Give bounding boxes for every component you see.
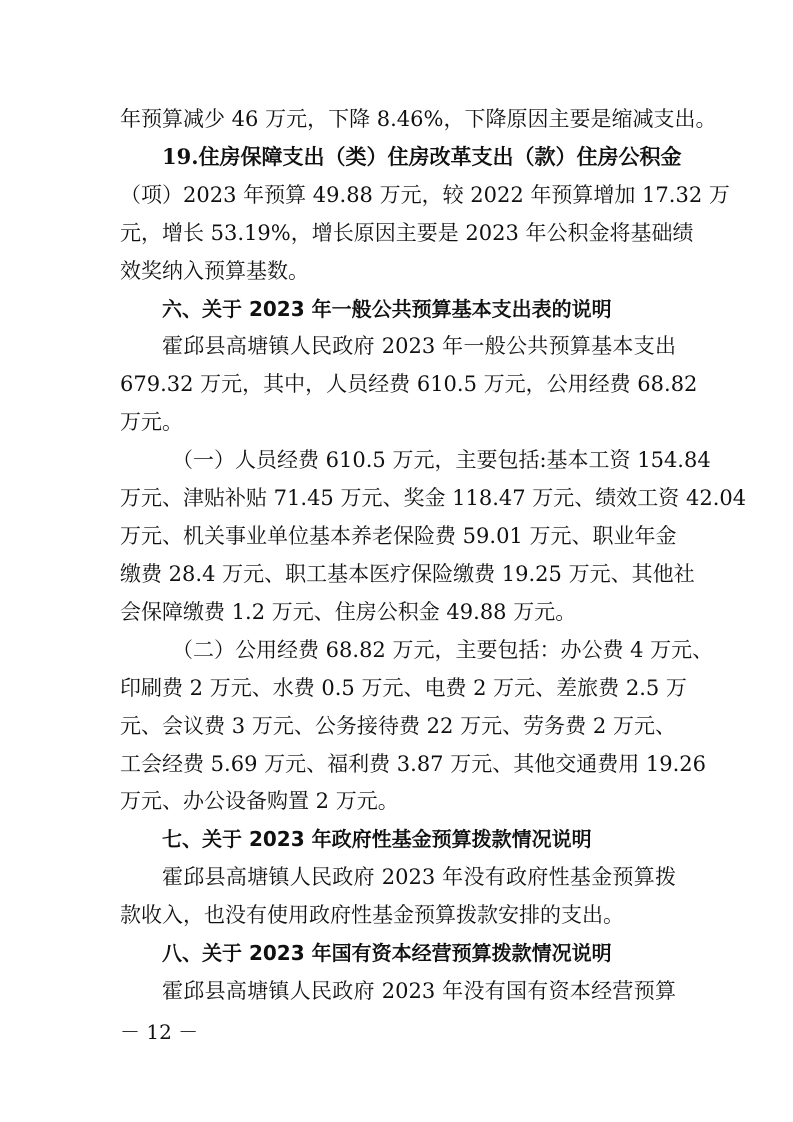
paragraph-line: 万元、津贴补贴 71.45 万元、奖金 118.47 万元、绩效工资 42.04 (120, 486, 747, 510)
paragraph-line: 年预算减少 46 万元，下降 8.46%，下降原因主要是缩减支出。 (120, 107, 717, 131)
paragraph-line: 679.32 万元，其中，人员经费 610.5 万元，公用经费 68.82 (120, 372, 698, 396)
paragraph-line: 款收入，也没有使用政府性基金预算拨款安排的支出。 (120, 903, 624, 927)
page-number: － 12 － (120, 1020, 199, 1044)
paragraph-line: 会保障缴费 1.2 万元、住房公积金 49.88 万元。 (120, 600, 577, 624)
paragraph-line: 霍邱县高塘镇人民政府 2023 年没有国有资本经营预算 (162, 979, 676, 1003)
paragraph-line: 元、会议费 3 万元、公务接待费 22 万元、劳务费 2 万元、 (120, 714, 676, 738)
paragraph-line: 效奖纳入预算基数。 (120, 259, 309, 283)
paragraph-line: 缴费 28.4 万元、职工基本医疗保险缴费 19.25 万元、其他社 (120, 562, 695, 586)
section-heading: 八、关于 2023 年国有资本经营预算拨款情况说明 (162, 941, 612, 965)
paragraph-line: 万元。 (120, 410, 183, 434)
paragraph-line: 万元、机关事业单位基本养老保险费 59.01 万元、职业年金 (120, 524, 677, 548)
paragraph-line: 万元、办公设备购置 2 万元。 (120, 789, 399, 813)
paragraph-line: （二）公用经费 68.82 万元，主要包括：办公费 4 万元、 (172, 638, 714, 662)
paragraph-line: 元，增长 53.19%，增长原因主要是 2023 年公积金将基础绩 (120, 221, 694, 245)
section-heading: 七、关于 2023 年政府性基金预算拨款情况说明 (162, 827, 592, 851)
section-item-heading: 19.住房保障支出（类）住房改革支出（款）住房公积金 (162, 144, 682, 169)
paragraph-line: 霍邱县高塘镇人民政府 2023 年一般公共预算基本支出 (162, 334, 676, 358)
paragraph-line: （项）2023 年预算 49.88 万元，较 2022 年预算增加 17.32 万 (120, 183, 730, 207)
section-heading: 六、关于 2023 年一般公共预算基本支出表的说明 (162, 297, 612, 321)
paragraph-line: （一）人员经费 610.5 万元，主要包括:基本工资 154.84 (172, 448, 711, 472)
paragraph-line: 印刷费 2 万元、水费 0.5 万元、电费 2 万元、差旅费 2.5 万 (120, 676, 687, 700)
paragraph-line: 霍邱县高塘镇人民政府 2023 年没有政府性基金预算拨 (162, 865, 676, 889)
paragraph-line: 工会经费 5.69 万元、福利费 3.87 万元、其他交通费用 19.26 (120, 752, 707, 776)
